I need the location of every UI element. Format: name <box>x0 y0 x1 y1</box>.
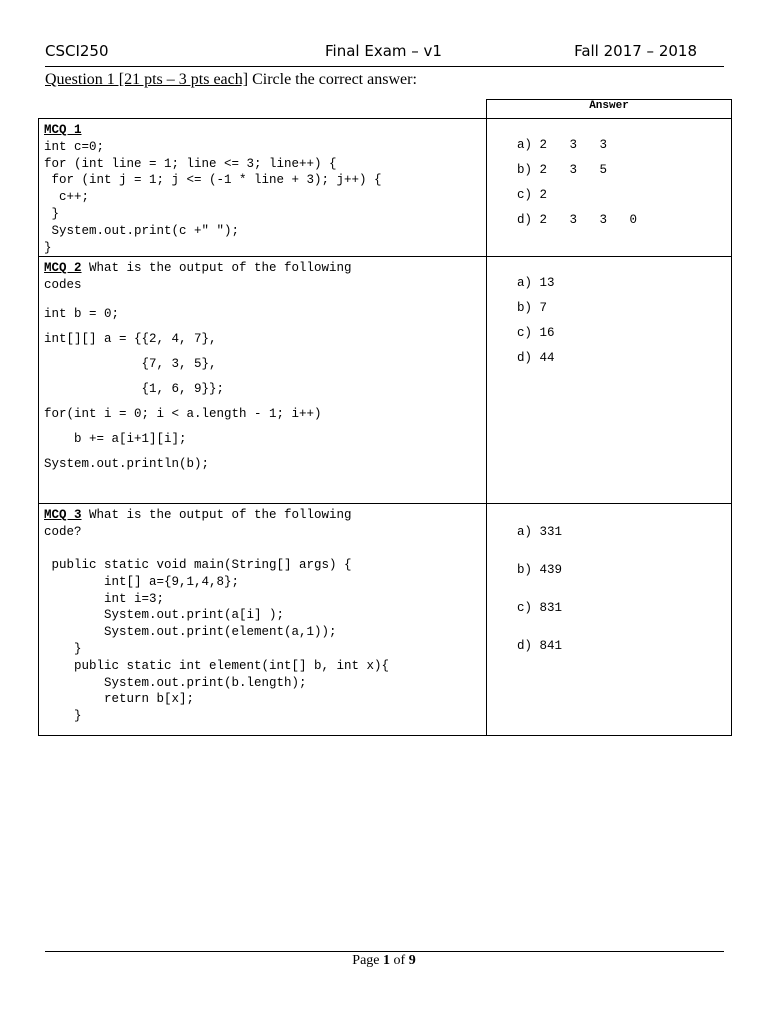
header-blank-cell <box>39 100 487 119</box>
mcq2-question-cell <box>39 257 487 504</box>
mcq-row-3 <box>39 504 732 736</box>
mcq2-prompt: What is the output of the following codes <box>44 261 352 293</box>
mcq3-prompt: What is the output of the following code? <box>44 508 352 540</box>
mcq2-code-line: int[][] a = {{2, 4, 7}, <box>44 331 217 346</box>
course-code: CSCI250 <box>45 42 109 60</box>
footer-divider <box>45 951 724 952</box>
exam-title: Final Exam – v1 <box>325 42 442 60</box>
mcq1-question-cell <box>39 119 487 257</box>
mcq1-option-b[interactable]: b) 2 3 5 <box>517 163 608 177</box>
mcq3-label: MCQ 3 <box>44 508 82 523</box>
mcq2-answer-cell <box>487 257 732 504</box>
mcq2-option-b[interactable]: b) 7 <box>517 301 548 316</box>
question-title <box>45 71 417 89</box>
mcq2-code <box>44 302 486 477</box>
mcq1-option-d[interactable]: d) 2 3 3 0 <box>517 213 638 227</box>
mcq1-label: MCQ 1 <box>44 123 82 137</box>
page-number: 1 <box>383 953 391 968</box>
mcq1-option-c[interactable]: c) 2 <box>517 188 548 202</box>
mcq3-option-c[interactable]: c) 831 <box>517 601 563 616</box>
mcq-row-2 <box>39 257 732 504</box>
mcq2-option-d[interactable]: d) 44 <box>517 351 555 366</box>
mcq2-label: MCQ 2 <box>44 261 82 276</box>
mcq2-code-line: {1, 6, 9}}; <box>44 381 225 396</box>
mcq3-option-d[interactable]: d) 841 <box>517 639 563 654</box>
header-divider <box>45 66 724 67</box>
page-header <box>45 42 725 64</box>
mcq2-code-line: b += a[i+1][i]; <box>44 431 187 446</box>
mcq2-code-line: for(int i = 0; i < a.length - 1; i++) <box>44 406 322 421</box>
mcq1-answer-cell <box>487 119 732 257</box>
exam-term: Fall 2017 – 2018 <box>574 42 697 60</box>
mcq1-option-a[interactable]: a) 2 3 3 <box>517 138 608 152</box>
question-points: Question 1 [21 pts – 3 pts each] <box>45 71 249 88</box>
mcq3-option-b[interactable]: b) 439 <box>517 563 563 578</box>
page-footer <box>0 953 768 969</box>
mcq3-option-a[interactable]: a) 331 <box>517 525 563 540</box>
mcq2-code-line: System.out.println(b); <box>44 456 210 471</box>
mcq3-code: public static void main(String[] args) { int[] a={9,1,4,8}; int i=3; System.out.print(a[i] ); System.out.print(element(a,1)); } public static int element(int[] b, int x){ System.out.print(b.length); return b[x]; } <box>51 557 390 724</box>
mcq2-option-c[interactable]: c) 16 <box>517 326 555 341</box>
page-of: of <box>390 953 409 968</box>
question-instruction: Circle the correct answer: <box>248 71 417 88</box>
mcq3-question-cell <box>39 504 487 736</box>
mcq-table <box>38 99 732 736</box>
mcq2-option-a[interactable]: a) 13 <box>517 276 555 291</box>
page-total: 9 <box>408 953 416 968</box>
page-prefix: Page <box>352 953 384 968</box>
mcq3-answer-cell <box>487 504 732 736</box>
answer-column-header: Answer <box>487 100 732 119</box>
mcq-row-1 <box>39 119 732 257</box>
mcq2-code-line: int b = 0; <box>44 306 120 321</box>
mcq1-code: int c=0; for (int line = 1; line <= 3; line++) { for (int j = 1; j <= (-1 * line + 3); j++) { c++; } System.out.print(c +" "); } <box>44 139 382 255</box>
mcq2-code-line: {7, 3, 5}, <box>44 356 217 371</box>
